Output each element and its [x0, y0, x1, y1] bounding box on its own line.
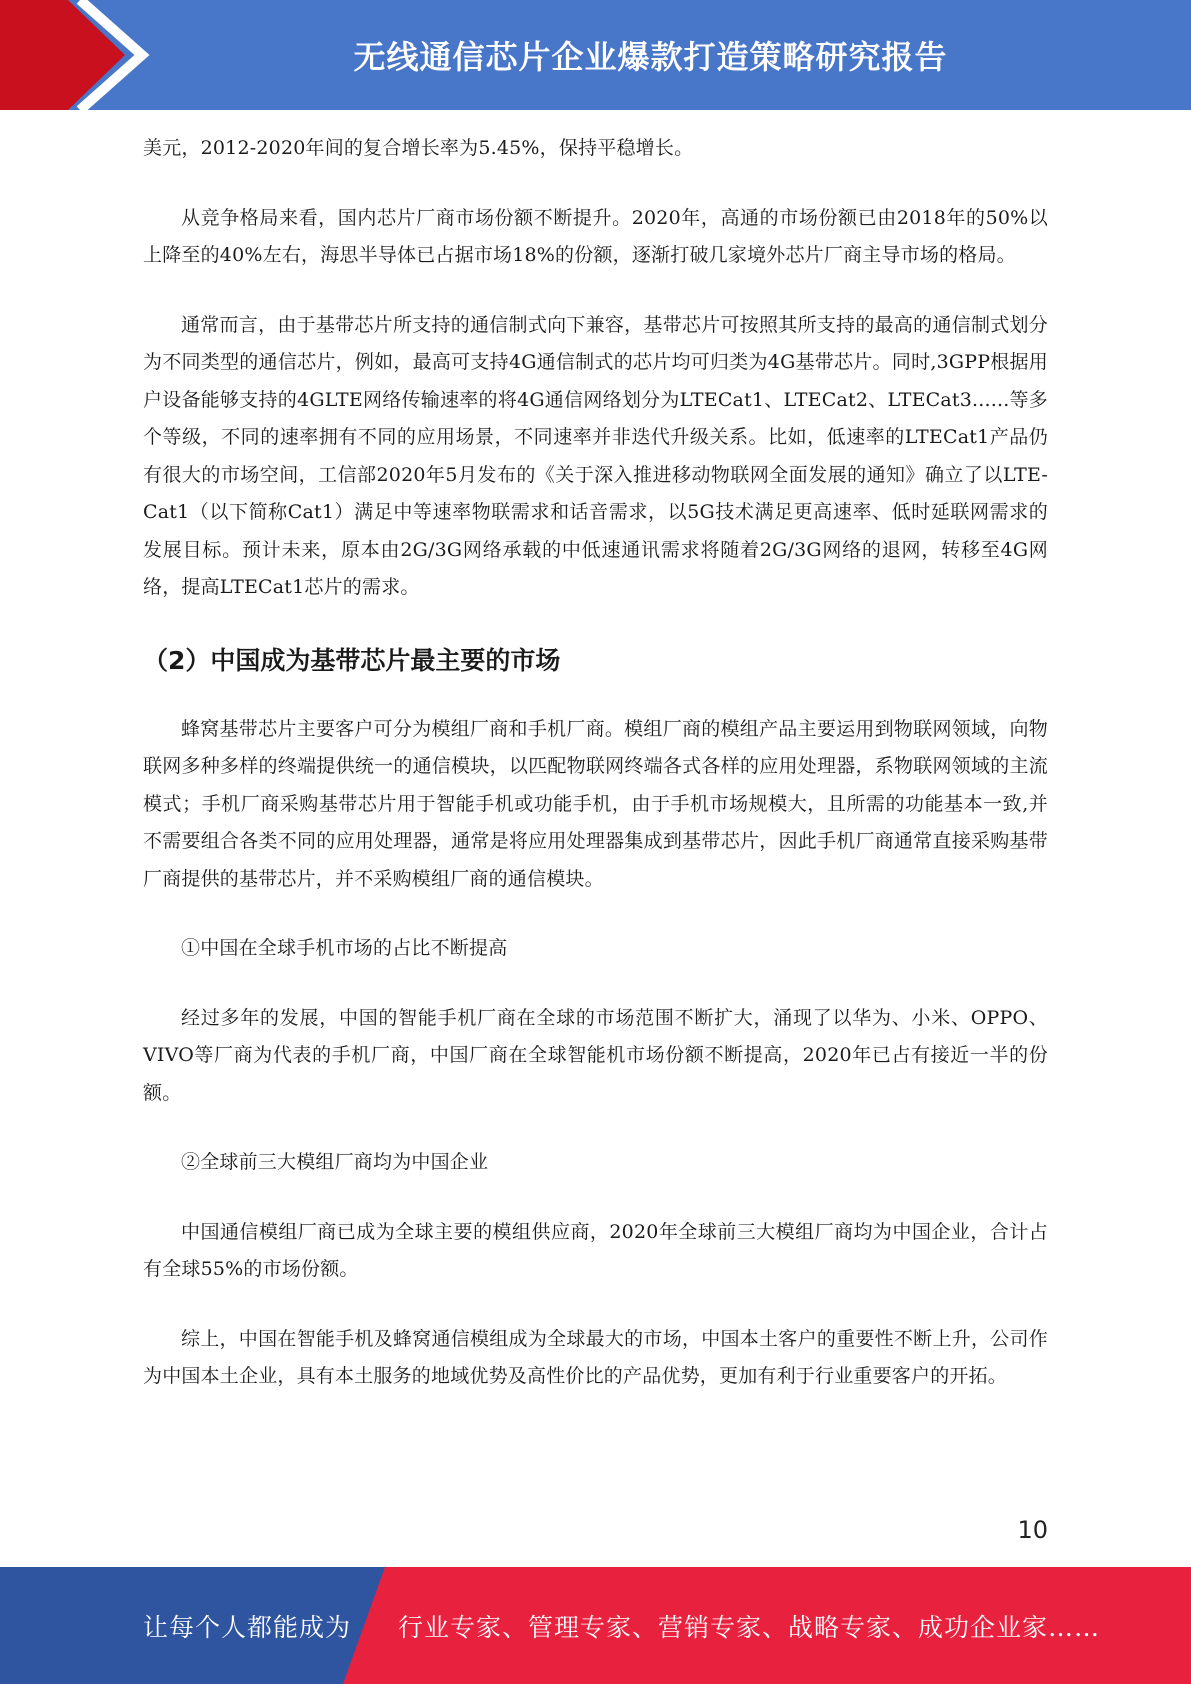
page-number: 10	[1017, 1516, 1048, 1544]
paragraph-competition: 从竞争格局来看，国内芯片厂商市场份额不断提升。2020年，高通的市场份额已由2018年的50%以上降至的40%左右，海思半导体已占据市场18%的份额，逐渐打破几家境外芯片厂商主导市场的格局。	[143, 206, 1048, 266]
paragraph-customers: 蜂窝基带芯片主要客户可分为模组厂商和手机厂商。模组厂商的模组产品主要运用到物联网领域，向物联网多种多样的终端提供统一的通信模块，以匹配物联网终端各式各样的应用处理器，系物联网领域的主流模式；手机厂商采购基带芯片用于智能手机或功能手机，由于手机市场规模大，且所需的功能基本一致,并不需要组合各类不同的应用处理器，通常是将应用处理器集成到基带芯片，因此手机厂商通常直接采购基带厂商提供的基带芯片，并不采购模组厂商的通信模块。	[143, 717, 1048, 890]
subheading-module-vendors: ②全球前三大模组厂商均为中国企业	[181, 1151, 489, 1173]
subheading-phone-market: ①中国在全球手机市场的占比不断提高	[181, 937, 508, 959]
paragraph-summary: 综上，中国在智能手机及蜂窝通信模组成为全球最大的市场，中国本土客户的重要性不断上升，公司作为中国本土企业，具有本土服务的地域优势及高性价比的产品优势，更加有利于行业重要客户的开拓。	[143, 1327, 1048, 1387]
page-header	[0, 0, 1191, 110]
report-title: 无线通信芯片企业爆款打造策略研究报告	[353, 38, 948, 76]
page-footer	[0, 1567, 1191, 1684]
footer-slogan-left: 让每个人都能成为	[143, 1612, 352, 1642]
paragraph-phone-market: 经过多年的发展，中国的智能手机厂商在全球的市场范围不断扩大，涌现了以华为、小米、OPPO、VIVO等厂商为代表的手机厂商，中国厂商在全球智能机市场份额不断提高，2020年已占有接近一半的份额。	[143, 1006, 1048, 1104]
paragraph-module-vendors: 中国通信模组厂商已成为全球主要的模组供应商，2020年全球前三大模组厂商均为中国企业，合计占有全球55%的市场份额。	[143, 1220, 1048, 1280]
section-heading: （2）中国成为基带芯片最主要的市场	[143, 645, 561, 675]
paragraph-continued: 美元，2012-2020年间的复合增长率为5.45%，保持平稳增长。	[143, 137, 694, 159]
footer-slogan-right: 行业专家、管理专家、营销专家、战略专家、成功企业家……	[398, 1612, 1101, 1642]
paragraph-baseband-standards: 通常而言，由于基带芯片所支持的通信制式向下兼容，基带芯片可按照其所支持的最高的通信制式划分为不同类型的通信芯片，例如，最高可支持4G通信制式的芯片均可归类为4G基带芯片。同时,3GPP根据用户设备能够支持的4GLTE网络传输速率的将4G通信网络划分为LTECat1、LTECat2、LTECat3......等多个等级，不同的速率拥有不同的应用场景，不同速率并非迭代升级关系。比如，低速率的LTECat1产品仍有很大的市场空间，工信部2020年5月发布的《关于深入推进移动物联网全面发展的通知》确立了以LTE-Cat1（以下简称Cat1）满足中等速率物联需求和话音需求，以5G技术满足更高速率、低时延联网需求的发展目标。预计未来，原本由2G/3G网络承载的中低速通讯需求将随着2G/3G网络的退网，转移至4G网络，提高LTECat1芯片的需求。	[143, 313, 1048, 598]
page-body	[143, 130, 1048, 1428]
